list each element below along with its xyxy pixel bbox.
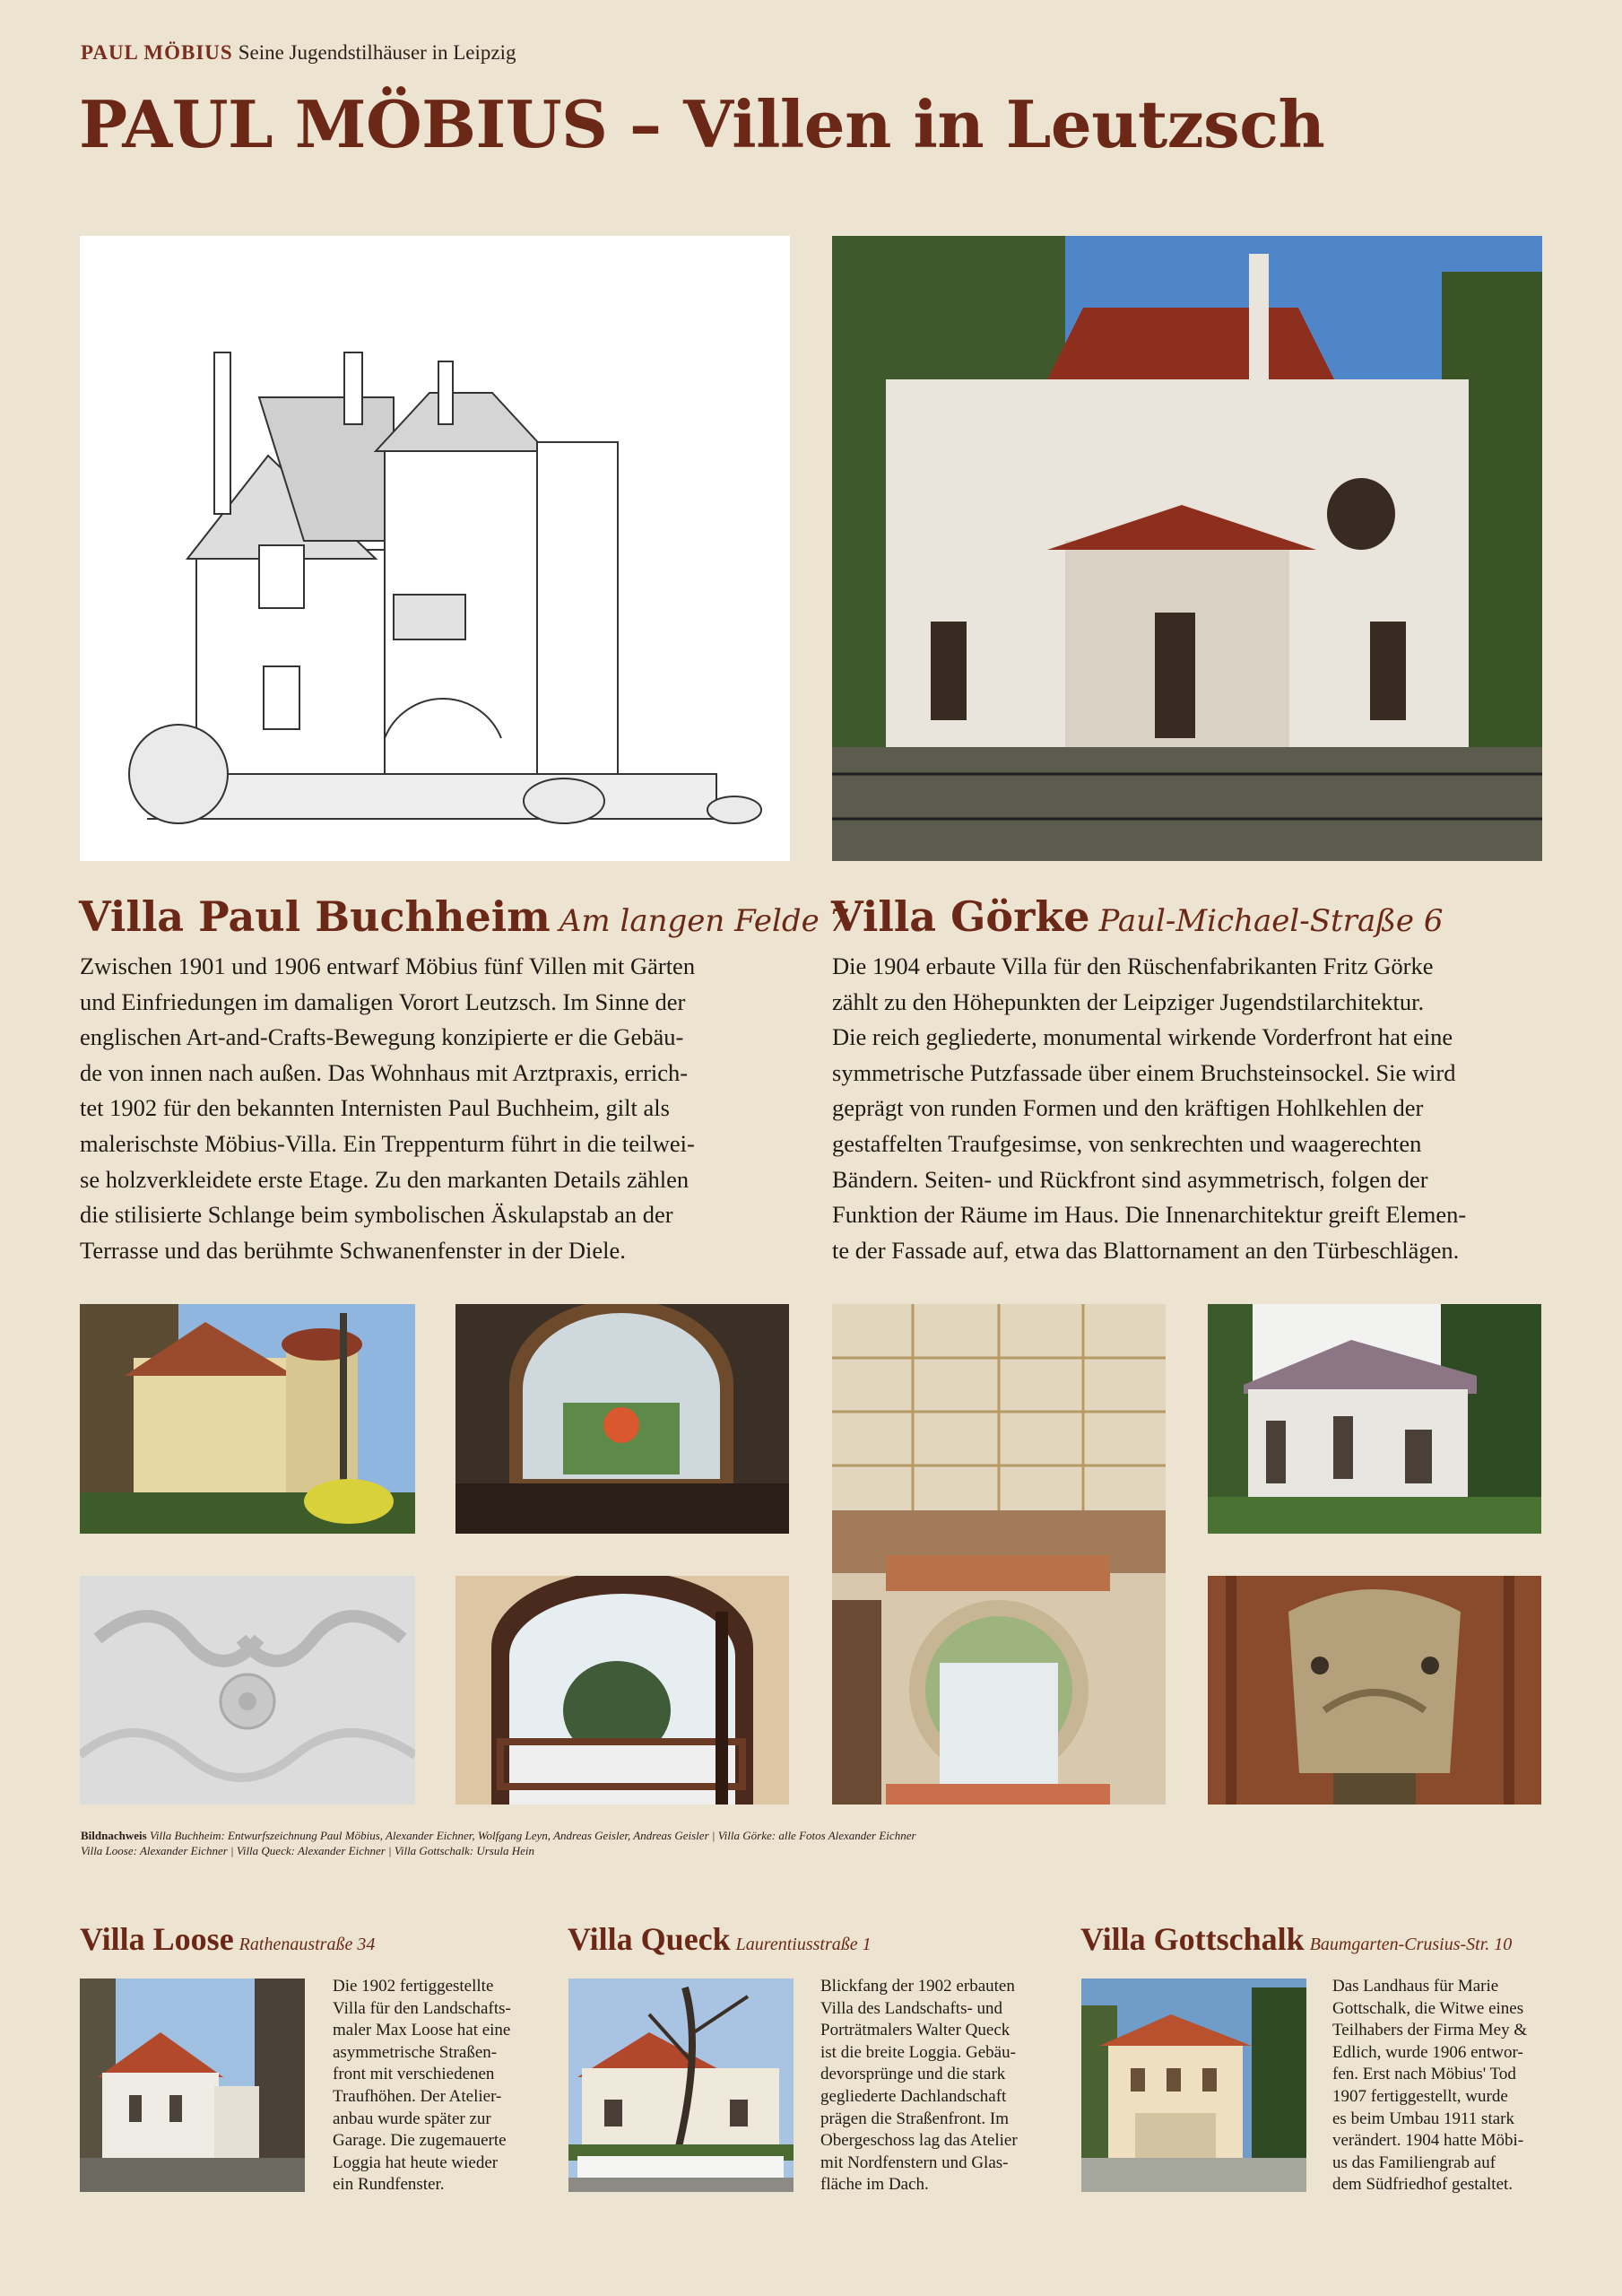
buchheim-line: Zwischen 1901 und 1906 entwarf Möbius fünf Villen mit Gärten (80, 952, 696, 979)
gottschalk-line: Teilhabers der Firma Mey & (1332, 2021, 1528, 2040)
buchheim-line: se holzverkleidete erste Etage. Zu den markanten Details zählen (80, 1165, 690, 1193)
gottschalk-name: Villa Gottschalk (1080, 1921, 1305, 1957)
gottschalk-address: Baumgarten-Crusius-Str. 10 (1309, 1935, 1513, 1954)
buchheim-name: Villa Paul Buchheim (79, 892, 551, 941)
gottschalk-line: verändert. 1904 hatte Möbi- (1332, 2131, 1524, 2151)
queck-line: devorsprünge und die stark (820, 2065, 1006, 2084)
loose-address: Rathenaustraße 34 (239, 1935, 376, 1954)
gottschalk-line: fen. Erst nach Möbius' Tod (1332, 2065, 1516, 2084)
queck-line: Blickfang der 1902 erbauten (820, 1977, 1015, 1996)
queck-line: gegliederte Dachlandschaft (820, 2086, 1007, 2106)
goerke-line: Die 1904 erbaute Villa für den Rüschenfabrikanten Fritz Görke (832, 952, 1434, 979)
buchheim-exterior-photo (80, 1304, 415, 1534)
buchheim-line: de von innen nach außen. Das Wohnhaus mit Arztpraxis, errich- (80, 1058, 689, 1086)
queck-line: Obergeschoss lag das Atelier (820, 2131, 1018, 2151)
queck-line: Porträtmalers Walter Queck (820, 2021, 1010, 2040)
queck-line: mit Nordfenstern und Glas- (820, 2152, 1009, 2172)
queck-body (820, 1976, 1018, 2196)
loose-photo (80, 1979, 305, 2192)
goerke-facade-photo (832, 236, 1542, 861)
buchheim-heading (79, 892, 848, 941)
buchheim-line: Terrasse und das berühmte Schwanenfenster in der Diele. (80, 1236, 626, 1264)
queck-line: prägen die Straßenfront. Im (820, 2109, 1009, 2128)
swan-window-photo (455, 1304, 789, 1534)
goerke-body (832, 949, 1466, 1268)
loose-line: front mit verschiedenen (333, 2065, 495, 2084)
buchheim-line: englischen Art-and-Crafts-Bewegung konzipierte er die Gebäu- (80, 1023, 684, 1051)
buchheim-address: Am langen Felde 7 (559, 903, 849, 939)
credits-line-1: Villa Buchheim: Entwurfszeichnung Paul Möbius, Alexander Eichner, Wolfgang Leyn, Andreas Geisler, Andreas Geisler | Villa Görke: alle Fotos Alexander Eichner (149, 1829, 916, 1842)
goerke-line: geprägt von runden Formen und den kräftigen Hohlkehlen der (832, 1094, 1424, 1122)
queck-address: Laurentiusstraße 1 (735, 1935, 872, 1954)
goerke-name: Villa Görke (831, 892, 1090, 941)
buchheim-drawing (80, 236, 790, 861)
loose-line: anbau wurde später zur (333, 2109, 491, 2128)
goerke-heading (831, 892, 1443, 941)
loose-line: ein Rundfenster. (333, 2175, 445, 2195)
gottschalk-body (1332, 1976, 1527, 2196)
buchheim-line: malerischste Möbius-Villa. Ein Treppenturm führt in die teilwei- (80, 1129, 695, 1157)
door-fitting-photo (1208, 1576, 1541, 1805)
goerke-side-photo (1208, 1304, 1541, 1534)
gottschalk-photo (1081, 1979, 1306, 2192)
credits-line-2: Villa Loose: Alexander Eichner | Villa Queck: Alexander Eichner | Villa Gottschalk: Ursula Hein (81, 1844, 534, 1857)
aesculapius-relief-photo (80, 1576, 415, 1805)
loggia-photo (455, 1576, 789, 1805)
goerke-line: zählt zu den Höhepunkten der Leipziger Jugendstilarchitektur. (832, 987, 1425, 1015)
queck-line: fläche im Dach. (820, 2175, 929, 2195)
queck-line: ist die breite Loggia. Gebäu- (820, 2042, 1016, 2062)
gottschalk-line: us das Familiengrab auf (1332, 2152, 1496, 2172)
loose-line: Loggia hat heute wieder (333, 2152, 499, 2172)
loose-body (333, 1976, 511, 2196)
goerke-line: Die reich gegliederte, monumental wirkende Vorderfront hat eine (832, 1023, 1453, 1051)
gottschalk-line: Das Landhaus für Marie (1332, 1977, 1499, 1996)
gottschalk-line: Gottschalk, die Witwe eines (1332, 1998, 1524, 2018)
loose-line: asymmetrische Straßen- (333, 2042, 498, 2062)
gottschalk-line: dem Südfriedhof gestaltet. (1332, 2175, 1514, 2195)
loose-line: Villa für den Landschafts- (333, 1998, 511, 2018)
goerke-interior-photo (832, 1304, 1166, 1805)
loose-heading (80, 1920, 375, 1958)
supertitle-brand: PAUL MÖBIUS (81, 41, 233, 64)
buchheim-body (80, 949, 695, 1268)
supertitle-text: Seine Jugendstilhäuser in Leipzig (238, 41, 516, 64)
goerke-line: gestaffelten Traufgesimse, von senkrechten und waagerechten (832, 1129, 1422, 1157)
image-credits (81, 1828, 916, 1858)
page-title: PAUL MÖBIUS – Villen in Leutzsch (79, 86, 1325, 162)
goerke-line: Funktion der Räume im Haus. Die Innenarchitektur greift Elemen- (832, 1201, 1467, 1229)
loose-line: maler Max Loose hat eine (333, 2021, 511, 2040)
queck-heading (568, 1920, 872, 1958)
goerke-line: te der Fassade auf, etwa das Blattornament an den Türbeschlägen. (832, 1236, 1460, 1264)
buchheim-line: und Einfriedungen im damaligen Vorort Leutzsch. Im Sinne der (80, 987, 686, 1015)
loose-name: Villa Loose (80, 1921, 234, 1957)
buchheim-line: die stilisierte Schlange beim symbolischen Äskulapstab an der (80, 1201, 673, 1229)
loose-line: Garage. Die zugemauerte (333, 2131, 507, 2151)
buchheim-line: tet 1902 für den bekannten Internisten Paul Buchheim, gilt als (80, 1094, 670, 1122)
supertitle (81, 41, 516, 65)
queck-photo (568, 1979, 794, 2192)
credits-label: Bildnachweis (81, 1829, 147, 1842)
goerke-line: Bändern. Seiten- und Rückfront sind asymmetrisch, folgen der (832, 1165, 1428, 1193)
gottschalk-line: es beim Umbau 1911 stark (1332, 2109, 1514, 2128)
gottschalk-heading (1080, 1920, 1512, 1958)
queck-name: Villa Queck (568, 1921, 731, 1957)
goerke-line: symmetrische Putzfassade über einem Bruchsteinsockel. Sie wird (832, 1058, 1456, 1086)
loose-line: Traufhöhen. Der Atelier- (333, 2086, 502, 2106)
gottschalk-line: 1907 fertiggestellt, wurde (1332, 2086, 1508, 2106)
goerke-address: Paul-Michael-Straße 6 (1098, 903, 1444, 939)
queck-line: Villa des Landschafts- und (820, 1998, 1003, 2018)
gottschalk-line: Edlich, wurde 1906 entwor- (1332, 2042, 1523, 2062)
loose-line: Die 1902 fertiggestellte (333, 1977, 494, 1996)
